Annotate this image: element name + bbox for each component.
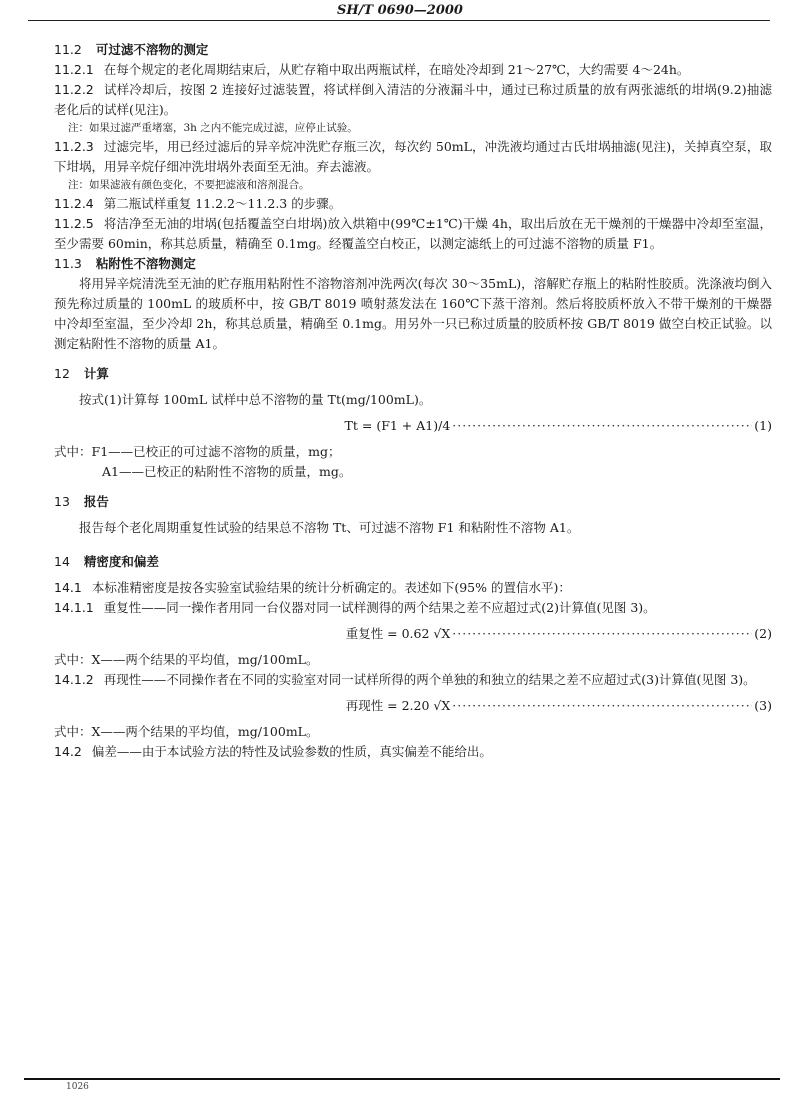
formula-1 — [54, 416, 772, 436]
section-11-3-heading: 11.3 粘附性不溶物测定 — [54, 256, 196, 271]
para-11-2-2: 11.2.2 试样冷却后，按图 2 连接好过滤装置，将试样倒入清洁的分液漏斗中，通过已称过质量的放有两张滤纸的坩埚(9.2)抽滤老化后的试样(见注)。 — [54, 82, 772, 117]
section-14-heading: 14 精密度和偏差 — [54, 554, 159, 569]
para-14-1-1: 14.1.1 重复性——同一操作者用同一台仪器对同一试样测得的两个结果之差不应超过式(2)计算值(见图 3)。 — [54, 600, 656, 615]
para-13: 报告每个老化周期重复性试验的结果总不溶物 Tt、可过滤不溶物 F1 和粘附性不溶物 A1。 — [79, 520, 580, 535]
footer-rule — [24, 1078, 780, 1080]
page-header — [0, 0, 800, 20]
leader-dots — [452, 624, 752, 644]
document-body — [54, 40, 772, 762]
formula-3-number: (3) — [754, 698, 772, 713]
header-rule — [28, 20, 770, 21]
para-11-2-3: 11.2.3 过滤完毕，用已经过滤后的异辛烷冲洗贮存瓶三次，每次约 50mL，冲洗液均通过古氏坩埚抽滤(见注)，关掉真空泵，取下坩埚，用异辛烷仔细冲洗坩埚外表面至无油。弃去滤液。 — [54, 139, 772, 174]
para-14-1-2: 14.1.2 再现性——不同操作者在不同的实验室对同一试样所得的两个单独的和独立的结果之差不应超过式(3)计算值(见图 3)。 — [54, 672, 756, 687]
formula-2-expression: 重复性 = 0.62 √X — [345, 626, 451, 641]
para-12: 按式(1)计算每 100mL 试样中总不溶物的量 Tt(mg/100mL)。 — [79, 392, 432, 407]
para-11-3: 将用异辛烷清洗至无油的贮存瓶用粘附性不溶物溶剂冲洗两次(每次 30～35mL)，溶解贮存瓶上的粘附性胶质。洗涤液均倒入预先称过质量的 100mL 的玻质杯中，按 GB/T 8019 喷射蒸发法在 160℃下蒸干溶剂。然后将胶质杯放入不带干燥剂的干燥器中冷却至室温，至少冷却 2h，称其总质量，精确至 0.1mg。用另外一只已称过质量的胶质杯按 GB/T 8019 做空白校正试验。以测定粘附性不溶物的质量 A1。 — [54, 276, 772, 351]
formula-1-number: (1) — [754, 418, 772, 433]
where-x-1: 式中：X——两个结果的平均值，mg/100mL。 — [54, 652, 319, 667]
para-14-1: 14.1 本标准精密度是按各实验室试验结果的统计分析确定的。表述如下(95% 的置信水平)： — [54, 580, 571, 595]
leader-dots — [452, 416, 752, 436]
para-11-2-4: 11.2.4 第二瓶试样重复 11.2.2～11.2.3 的步骤。 — [54, 196, 342, 211]
formula-2-number: (2) — [754, 626, 772, 641]
section-12-heading: 12 计算 — [54, 366, 109, 381]
note-2: 注：如果滤液有颜色变化，不要把滤液和溶剂混合。 — [68, 179, 310, 191]
section-13-heading: 13 报告 — [54, 494, 109, 509]
standard-code: SH/T 0690—2000 — [337, 3, 463, 18]
where-x-2: 式中：X——两个结果的平均值，mg/100mL。 — [54, 724, 319, 739]
section-11-2-heading: 11.2 可过滤不溶物的测定 — [54, 42, 209, 57]
formula-3-expression: 再现性 = 2.20 √X — [345, 698, 451, 713]
where-a1: A1——已校正的粘附性不溶物的质量，mg。 — [102, 464, 352, 479]
where-f1: 式中：F1——已校正的可过滤不溶物的质量，mg； — [54, 444, 341, 459]
formula-3 — [54, 696, 772, 716]
para-11-2-5: 11.2.5 将洁净至无油的坩埚(包括覆盖空白坩埚)放入烘箱中(99℃±1℃)干燥 4h，取出后放在无干燥剂的干燥器中冷却至室温，至少需要 60min，称其总质量，精确至 0.1mg。经覆盖空白校正，以测定滤纸上的可过滤不溶物的质量 F1。 — [54, 216, 772, 251]
leader-dots — [452, 696, 752, 716]
para-11-2-1: 11.2.1 在每个规定的老化周期结束后，从贮存箱中取出两瓶试样，在暗处冷却到 21～27℃，大约需要 4～24h。 — [54, 62, 690, 77]
para-14-2: 14.2 偏差——由于本试验方法的特性及试验参数的性质，真实偏差不能给出。 — [54, 744, 492, 759]
page-number: 1026 — [66, 1082, 89, 1092]
formula-1-expression: Tt = (F1 + A1)/4 — [344, 418, 451, 433]
formula-2 — [54, 624, 772, 644]
note-1: 注：如果过滤严重堵塞，3h 之内不能完成过滤，应停止试验。 — [68, 122, 358, 134]
